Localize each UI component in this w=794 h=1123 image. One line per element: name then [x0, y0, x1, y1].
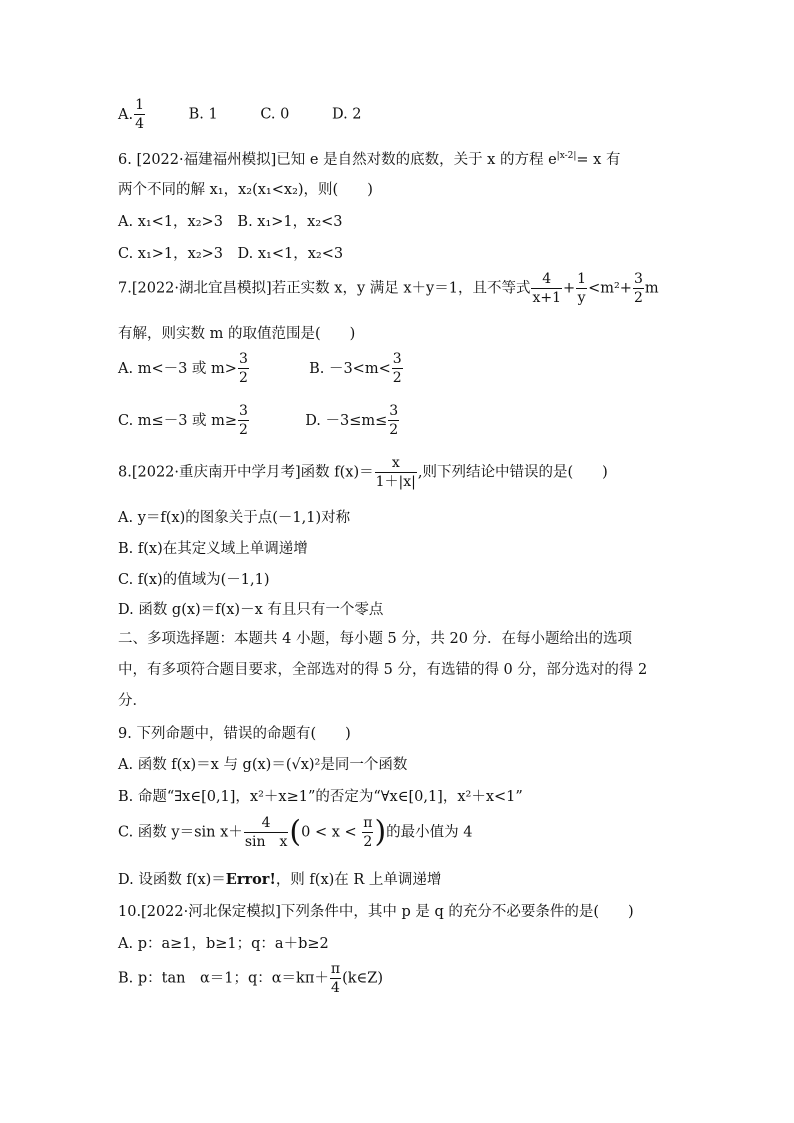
fraction: $\frac{\pi}{4}$ — [330, 961, 341, 996]
q6-options-ab: A. x₁<1，x₂>3 B. x₁>1，x₂<3 — [118, 214, 343, 230]
q5-option-c: C. 0 — [260, 106, 290, 123]
fraction: $\frac{3}{2}$ — [392, 351, 402, 386]
paren-left: ( — [289, 814, 302, 850]
q6-stem-line2: 两个不同的解 x₁，x₂(x₁<x₂)，则( ) — [118, 182, 373, 198]
q10-option-a: A. p：a≥1，b≥1；q：a＋b≥2 — [118, 936, 329, 952]
section2-heading-line2: 中，有多项符合题目要求，全部选对的得 5 分，有选错的得 0 分，部分选对的得 2 — [118, 662, 648, 678]
q9-stem: 9. 下列命题中，错误的命题有( ) — [118, 726, 351, 742]
q7-option-c: C. m≤－3 或 m≥ $\frac{3}{2}$ — [118, 403, 248, 438]
q7-option-a: A. m<－3 或 m> $\frac{3}{2}$ — [118, 351, 248, 386]
q8-stem: 8.[2022·重庆南开中学月考]函数 f(x)＝ $\frac{x}{1+|x|}$ ,则下列结论中错误的是( ) — [118, 455, 608, 490]
q5-option-a: A. $\frac{1}{4}$ — [118, 97, 145, 132]
q5-option-d: D. 2 — [331, 106, 362, 123]
q8-option-c: C. f(x)的值域为(－1,1) — [118, 572, 270, 588]
q8-option-a: A. y＝f(x)的图象关于点(－1,1)对称 — [118, 510, 351, 526]
q5-option-b: B. 1 — [188, 106, 218, 123]
q10-option-b: B. p：tan α＝1；q：α＝kπ＋ $\frac{\pi}{4}$ (k∈Z) — [118, 961, 383, 996]
fraction: $\frac{1}{y}$ — [577, 271, 587, 306]
q10-stem: 10.[2022·河北保定模拟]下列条件中，其中 p 是 q 的充分不必要条件的是( ) — [118, 904, 634, 920]
q7-option-b: B. －3<m< $\frac{3}{2}$ — [309, 351, 402, 386]
error-text: Error! — [225, 871, 276, 888]
q7-options-ab — [118, 352, 404, 385]
q8-option-b: B. f(x)在其定义域上单调递增 — [118, 541, 308, 557]
q9-option-c: C. 函数 y＝sin x＋ $\frac{4}{\text{sin x}}$ (0 < x < $\frac{\pi}{2}$ )的最小值为 4 — [118, 814, 473, 850]
q7-option-d: D. －3≤m≤ $\frac{3}{2}$ — [305, 403, 399, 438]
section2-heading-line3: 分． — [118, 693, 147, 709]
fraction: $\frac{3}{2}$ — [239, 403, 248, 438]
q6-options-cd: C. x₁>1，x₂>3 D. x₁<1，x₂<3 — [118, 246, 344, 262]
fraction: $\frac{1}{4}$ — [135, 97, 145, 132]
fraction: $\frac{4}{\text{sin x}}$ — [244, 815, 288, 850]
q9-option-b: B. 命题“∃x∈[0,1]，x²＋x≥1”的否定为“∀x∈[0,1]，x²＋x<1” — [118, 789, 523, 805]
q6-stem-line1: 6. [2022·福建福州模拟]已知 e 是自然对数的底数，关于 x 的方程 $e^{|x-2|}= x$ 有 — [118, 151, 621, 168]
section2-heading-line1: 二、多项选择题：本题共 4 小题，每小题 5 分，共 20 分．在每小题给出的选项 — [118, 631, 633, 647]
paren-right: ) — [374, 814, 387, 850]
q9-option-a: A. 函数 f(x)＝x 与 g(x)＝(√x)²是同一个函数 — [118, 757, 408, 773]
fraction: $\frac{4}{x+1}$ — [532, 271, 561, 306]
q7-stem-line2: 有解，则实数 m 的取值范围是( ) — [118, 326, 356, 342]
fraction: $\frac{3}{2}$ — [238, 351, 248, 386]
q5-options — [118, 98, 362, 131]
fraction: $\frac{x}{1+|x|}$ — [375, 455, 416, 490]
q8-option-d: D. 函数 g(x)＝f(x)－x 有且只有一个零点 — [118, 602, 384, 618]
fraction: $\frac{3}{2}$ — [633, 271, 643, 306]
fraction: $\frac{3}{2}$ — [389, 403, 399, 438]
fraction: $\frac{\pi}{2}$ — [363, 815, 373, 850]
q7-stem-line1: 7.[2022·湖北宜昌模拟]若正实数 x，y 满足 x＋y＝1，且不等式 $\frac{4}{x+1}$ + $\frac{1}{y}$ <m²+ $\frac{3}{2}$ m — [118, 271, 659, 306]
q9-option-d: D. 设函数 f(x)＝Error!，则 f(x)在 R 上单调递增 — [118, 871, 442, 888]
q7-options-cd — [118, 404, 400, 437]
